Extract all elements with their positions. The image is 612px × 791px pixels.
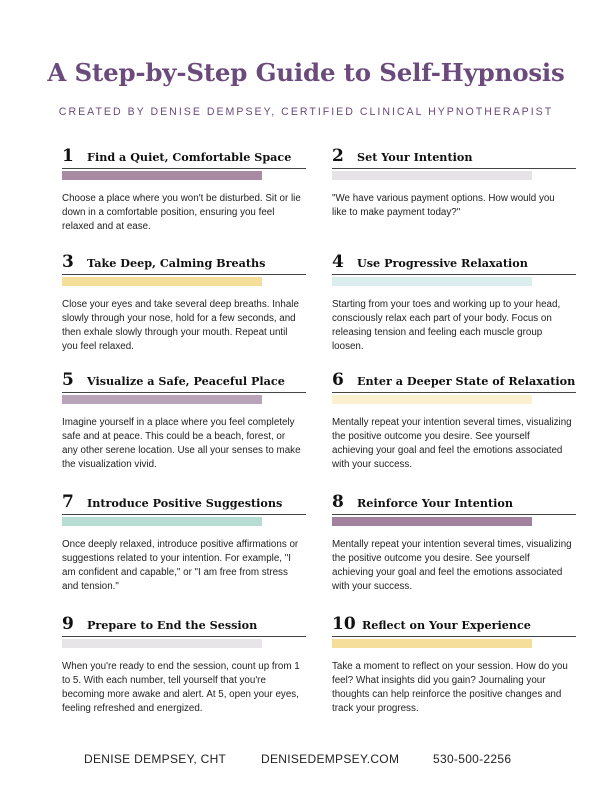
step-divider — [332, 514, 576, 515]
step-title: Prepare to End the Session — [87, 618, 258, 632]
accent-bar — [332, 639, 532, 648]
step-title: Enter a Deeper State of Relaxation — [357, 374, 576, 388]
step-number: 6 — [332, 370, 344, 390]
step-number: 7 — [62, 492, 74, 512]
accent-bar — [332, 395, 532, 404]
footer-phone: 530-500-2256 — [433, 752, 512, 766]
footer-name: DENISE DEMPSEY, CHT — [84, 752, 227, 766]
accent-bar — [62, 639, 262, 648]
step-divider — [332, 168, 576, 169]
step-8 — [332, 492, 576, 592]
step-number: 9 — [62, 614, 74, 634]
step-number: 3 — [62, 252, 74, 272]
page-subtitle: CREATED BY DENISE DEMPSEY, CERTIFIED CLINICAL HYPNOTHERAPIST — [58, 106, 554, 118]
step-title: Set Your Intention — [357, 150, 473, 164]
accent-bar — [62, 171, 262, 180]
step-10 — [332, 614, 576, 714]
step-1 — [62, 146, 306, 232]
step-text: Mentally repeat your intention several times, visualizing the positive outcome you desire. See yourself achieving your goal and feel the emotions associated with your success. — [332, 539, 572, 592]
step-2 — [332, 146, 576, 218]
step-number: 1 — [62, 146, 74, 166]
step-text: Choose a place where you won't be disturbed. Sit or lie down in a comfortable position, ensuring you feel relaxed and at ease. — [62, 193, 301, 232]
step-text: "We have various payment options. How would you like to make payment today?" — [332, 193, 555, 218]
step-divider — [62, 274, 306, 275]
step-divider — [332, 636, 576, 637]
step-text: Close your eyes and take several deep breaths. Inhale slowly through your nose, hold for a few seconds, and then exhale slowly through your mouth. Repeat until you feel relaxed. — [62, 299, 299, 352]
step-text: Starting from your toes and working up to your head, consciously relax each part of your body. Focus on releasing tension and feeling each muscle group loosen. — [332, 299, 561, 352]
step-number: 10 — [332, 614, 356, 634]
step-divider — [332, 392, 576, 393]
step-number: 2 — [332, 146, 344, 166]
page-title: A Step-by-Step Guide to Self-Hypnosis — [47, 58, 565, 87]
step-5 — [62, 370, 306, 470]
step-title: Reinforce Your Intention — [357, 496, 513, 510]
step-text: Take a moment to reflect on your session. How do you feel? What insights did you gain? Journaling your thoughts can help reinforce the positive changes and track your progress. — [332, 661, 568, 714]
step-divider — [332, 274, 576, 275]
step-number: 4 — [332, 252, 344, 272]
step-text: Imagine yourself in a place where you feel completely safe and at peace. This could be a beach, forest, or any other serene location. Use all your senses to make the visualization vivid. — [62, 417, 301, 470]
accent-bar — [332, 277, 532, 286]
step-divider — [62, 168, 306, 169]
accent-bar — [62, 277, 262, 286]
step-title: Visualize a Safe, Peaceful Place — [87, 374, 285, 388]
step-6 — [332, 370, 576, 470]
step-number: 5 — [62, 370, 74, 390]
step-text: When you're ready to end the session, count up from 1 to 5. With each number, tell yourself that you're becoming more awake and alert. At 5, open your eyes, feeling refreshed and energized. — [62, 661, 300, 714]
step-title: Take Deep, Calming Breaths — [87, 256, 266, 270]
step-text: Mentally repeat your intention several times, visualizing the positive outcome you desire. See yourself achieving your goal and feel the emotions associated with your success. — [332, 417, 572, 470]
accent-bar — [332, 517, 532, 526]
step-divider — [62, 636, 306, 637]
accent-bar — [62, 395, 262, 404]
step-title: Introduce Positive Suggestions — [87, 496, 283, 510]
step-number: 8 — [332, 492, 344, 512]
step-title: Reflect on Your Experience — [362, 618, 531, 632]
step-3 — [62, 252, 306, 352]
step-divider — [62, 514, 306, 515]
accent-bar — [62, 517, 262, 526]
step-9 — [62, 614, 306, 714]
step-title: Find a Quiet, Comfortable Space — [87, 150, 292, 164]
step-text: Once deeply relaxed, introduce positive affirmations or suggestions related to your intention. For example, "I am confident and capable," or "I am free from stress and tension." — [62, 539, 299, 592]
step-divider — [62, 392, 306, 393]
footer-website[interactable]: DENISEDEMPSEY.COM — [261, 752, 400, 766]
step-title: Use Progressive Relaxation — [357, 256, 528, 270]
step-7 — [62, 492, 306, 592]
accent-bar — [332, 171, 532, 180]
step-4 — [332, 252, 576, 352]
